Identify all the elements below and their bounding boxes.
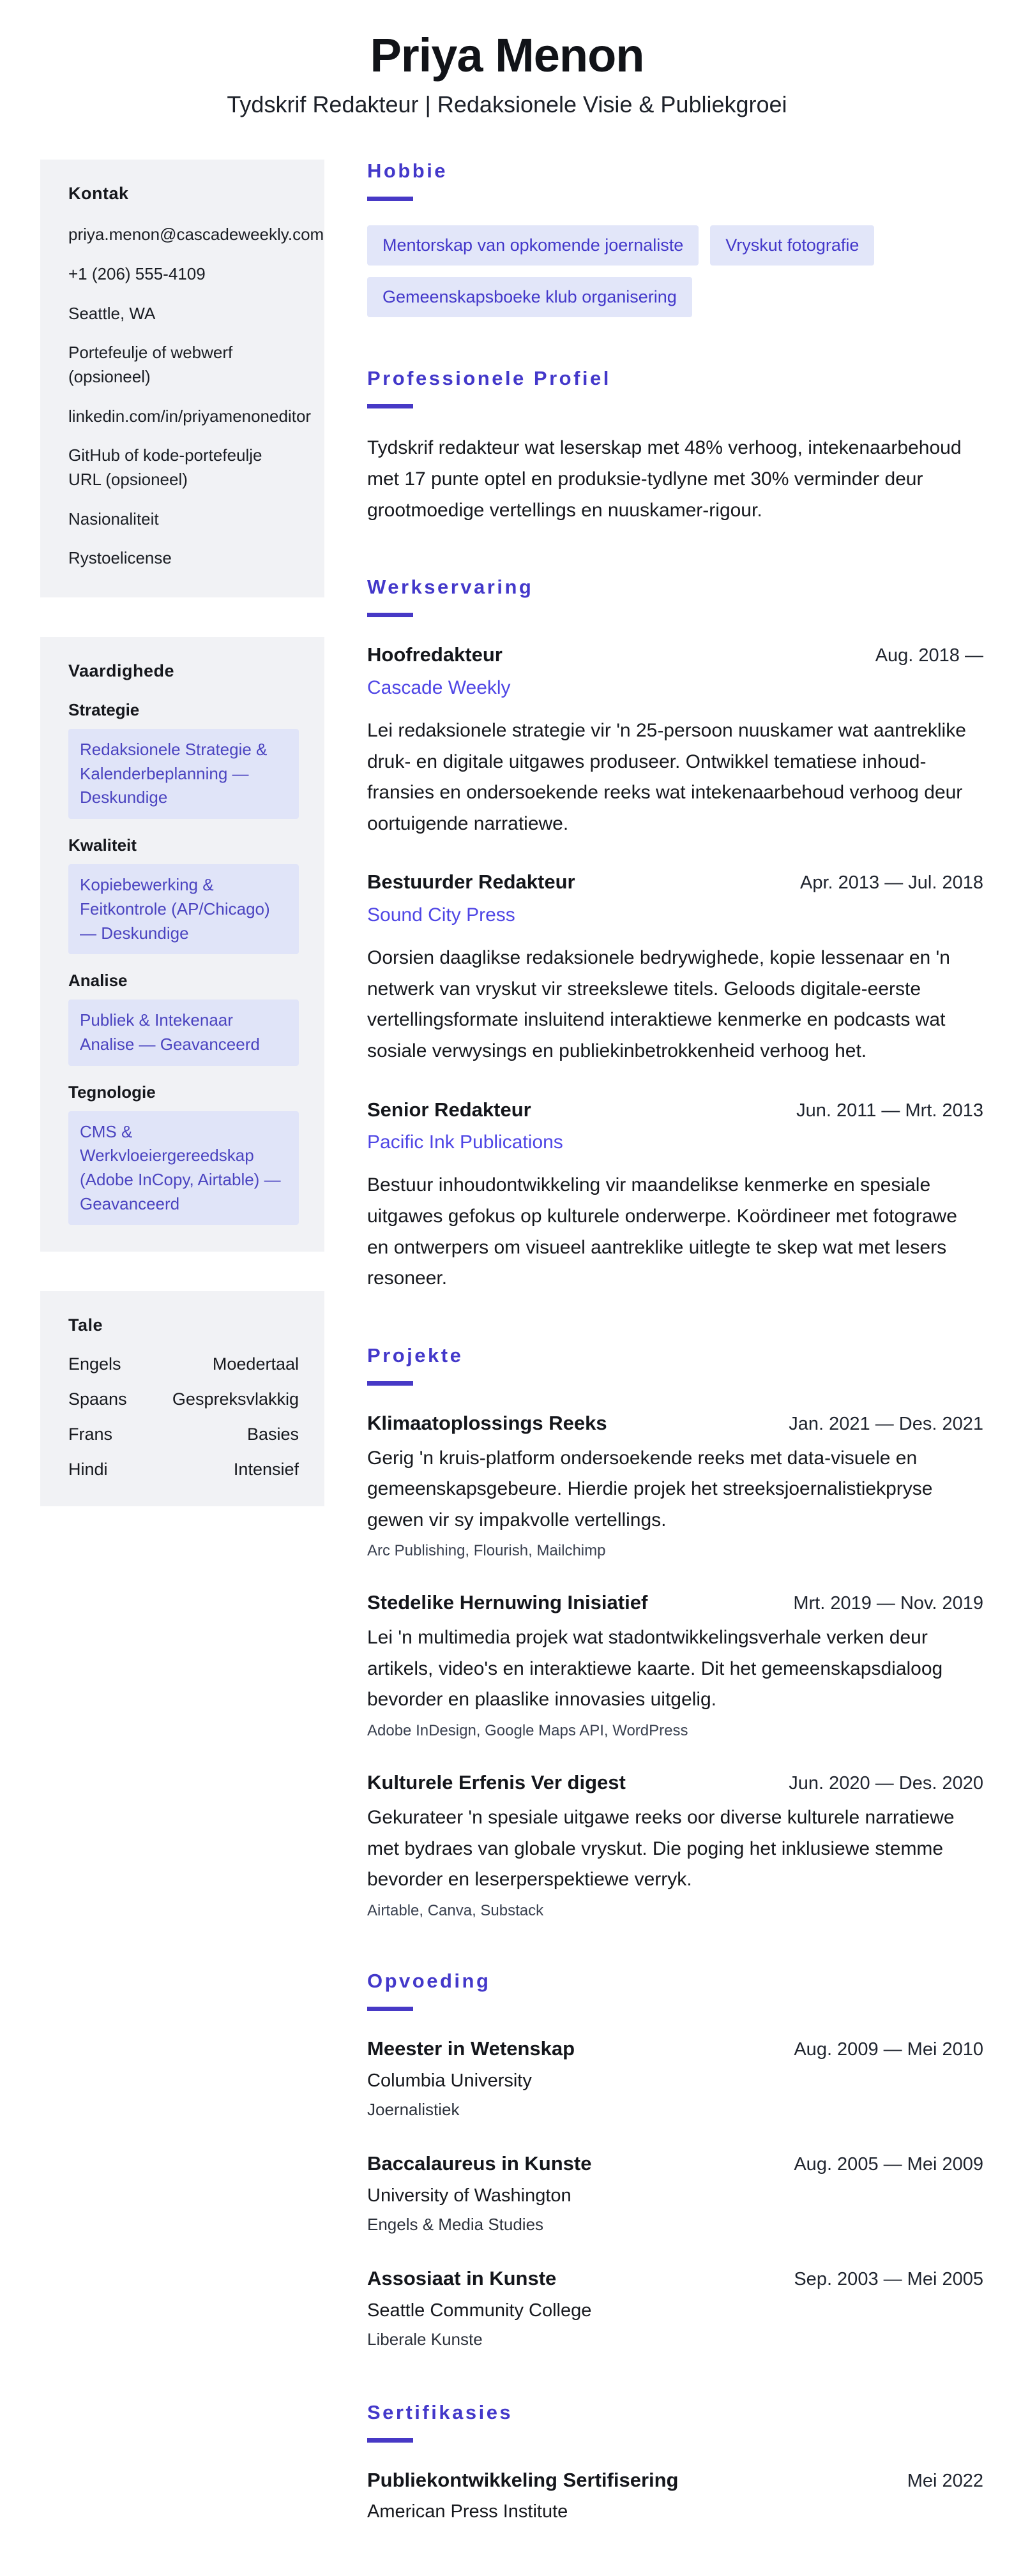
certification-date: Mei 2022	[907, 2470, 983, 2491]
job-header	[367, 641, 983, 668]
skill-chip: Publiek & Intekenaar Analise — Geavanceerd	[68, 1000, 299, 1065]
skill-group	[68, 700, 299, 819]
project-entry	[367, 1769, 983, 1920]
education-title: Opvoeding	[367, 1969, 491, 1992]
project-tools: Airtable, Canva, Substack	[367, 1901, 544, 1919]
language-level: Basies	[246, 1425, 299, 1444]
section-profile	[367, 367, 983, 526]
job-dates: Jun. 2011 — Mrt. 2013	[796, 1100, 983, 1121]
person-subtitle: Tydskrif Redakteur | Redaksionele Visie & Publiekgroei	[227, 91, 787, 118]
education-field: Liberale Kunste	[367, 2330, 483, 2349]
job-entry	[367, 869, 983, 1067]
education-degree: Assosiaat in Kunste	[367, 2267, 557, 2290]
education-degree: Meester in Wetenskap	[367, 2037, 575, 2060]
content-columns	[0, 160, 1014, 2576]
education-entry	[367, 2150, 983, 2236]
project-header	[367, 1410, 983, 1437]
job-header	[367, 1097, 983, 1123]
education-header	[367, 2150, 983, 2177]
section-projects	[367, 1344, 983, 1920]
education-school: Seattle Community College	[367, 2300, 592, 2321]
skill-category: Analise	[68, 971, 128, 991]
certification-entry	[367, 2467, 983, 2526]
contact-box	[40, 160, 324, 597]
contact-github: GitHub of kode-portefeulje URL (opsioneel)	[68, 446, 262, 489]
hobby-chip: Vryskut fotografie	[710, 225, 874, 266]
job-dates: Apr. 2013 — Jul. 2018	[800, 872, 983, 894]
skill-group	[68, 971, 299, 1065]
section-underline	[367, 404, 413, 408]
hobby-chip: Gemeenskapsboeke klub organisering	[367, 277, 692, 317]
contact-email: priya.menon@cascadeweekly.com	[68, 225, 324, 244]
skills-title: Vaardighede	[68, 661, 175, 681]
education-dates: Aug. 2009 — Mei 2010	[794, 2039, 983, 2060]
skill-group	[68, 1082, 299, 1225]
job-title: Senior Redakteur	[367, 1098, 531, 1121]
experience-title: Werkservaring	[367, 576, 534, 599]
certification-name: Publiekontwikkeling Sertifisering	[367, 2468, 679, 2491]
section-hobbies	[367, 160, 983, 317]
job-description: Bestuur inhoudontwikkeling vir maandelikse kenmerke en spesiale uitgawes gefokus op kulturele onderwerpe. Koördineer met fotograwe en ontwerpers om visueel aantreklike uitlegte te skep wat met lesers resoneer.	[367, 1174, 957, 1289]
projects-title: Projekte	[367, 1344, 464, 1367]
education-entry	[367, 2265, 983, 2351]
certifications-title: Sertifikasies	[367, 2400, 513, 2423]
contact-portfolio: Portefeulje of webwerf (opsioneel)	[68, 343, 233, 386]
language-row	[68, 1425, 299, 1444]
project-entry	[367, 1410, 983, 1561]
contact-nationality: Nasionaliteit	[68, 509, 159, 528]
language-level: Intensief	[233, 1460, 299, 1479]
language-level: Gespreksvlakkig	[172, 1389, 299, 1409]
skill-category: Tegnologie	[68, 1082, 156, 1102]
education-header	[367, 2035, 983, 2062]
section-certifications	[367, 2401, 983, 2526]
project-title: Klimaatoplossings Reeks	[367, 1411, 607, 1434]
resume-header	[0, 0, 1014, 120]
person-name: Priya Menon	[370, 29, 644, 82]
contact-title: Kontak	[68, 184, 129, 204]
job-title: Hoofredakteur	[367, 643, 503, 666]
education-school: University of Washington	[367, 2185, 571, 2206]
section-underline	[367, 197, 413, 201]
hobby-chip: Mentorskap van opkomende joernaliste	[367, 225, 699, 266]
skill-chip: CMS & Werkvloeiergereedskap (Adobe InCopy, Airtable) — Geavanceerd	[68, 1111, 299, 1225]
language-row	[68, 1354, 299, 1374]
job-dates: Aug. 2018 —	[875, 645, 983, 666]
project-description: Gekurateer 'n spesiale uitgawe reeks oor diverse kulturele narratiewe met bydraes van globale vryskut. Die poging het inklusiewe stemme bevorder en leserperspektiewe verryk.	[367, 1806, 955, 1891]
section-underline	[367, 2007, 413, 2011]
job-entry	[367, 1097, 983, 1294]
contact-drivers-license: Rystoelicense	[68, 548, 172, 568]
project-title: Kulturele Erfenis Ver digest	[367, 1771, 626, 1794]
certification-header	[367, 2467, 983, 2494]
certification-issuer: American Press Institute	[367, 2501, 568, 2522]
languages-box	[40, 1291, 324, 1506]
education-header	[367, 2265, 983, 2292]
job-description: Oorsien daaglikse redaksionele bedrywighede, kopie lessenaar en 'n netwerk van vryskut vir streekslewe titels. Geloods digitale-eerste vertellingsformate insluitend interaktiewe kenmerke en podcasts wat sosiale verwysings en publiekinbetrokkenheid verhoog het.	[367, 947, 950, 1061]
education-field: Engels & Media Studies	[367, 2214, 544, 2234]
job-title: Bestuurder Redakteur	[367, 871, 575, 894]
section-education	[367, 1970, 983, 2351]
contact-phone: +1 (206) 555-4109	[68, 264, 206, 283]
language-name: Hindi	[68, 1460, 108, 1479]
contact-location: Seattle, WA	[68, 303, 156, 323]
section-underline	[367, 2438, 413, 2443]
education-entry	[367, 2035, 983, 2121]
language-name: Engels	[68, 1354, 121, 1374]
language-row	[68, 1460, 299, 1479]
project-dates: Jan. 2021 — Des. 2021	[789, 1413, 983, 1434]
skill-group	[68, 835, 299, 954]
project-title: Stedelike Hernuwing Inisiatief	[367, 1591, 648, 1614]
languages-title: Tale	[68, 1315, 103, 1335]
contact-list	[68, 223, 324, 571]
project-header	[367, 1769, 983, 1796]
project-entry	[367, 1589, 983, 1740]
language-level: Moedertaal	[212, 1354, 299, 1374]
job-entry	[367, 641, 983, 839]
contact-linkedin: linkedin.com/in/priyamenoneditor	[68, 406, 312, 426]
main-column	[367, 160, 983, 2525]
section-experience	[367, 576, 983, 1294]
profile-text: Tydskrif redakteur wat leserskap met 48% verhoog, intekenaarbehoud met 17 punte optel en produksie-tydlyne met 30% verminder deur grootmoedige vertellings en nuuskamer-rigour.	[367, 437, 962, 521]
section-underline	[367, 1381, 413, 1386]
education-dates: Sep. 2003 — Mei 2005	[794, 2269, 983, 2290]
job-header	[367, 869, 983, 895]
language-name: Spaans	[68, 1389, 127, 1409]
skill-category: Kwaliteit	[68, 835, 137, 855]
project-tools: Arc Publishing, Flourish, Mailchimp	[367, 1542, 606, 1560]
hobbies-title: Hobbie	[367, 160, 448, 183]
education-degree: Baccalaureus in Kunste	[367, 2152, 592, 2175]
job-description: Lei redaksionele strategie vir 'n 25-persoon nuuskamer wat aantreklike druk- en digitale uitgawes produseer. Ontwikkel tematiese inhoud-fransies en ondersoekende reeks wat intekenaarbehoud verhoog deur oortuigende narratiewe.	[367, 720, 966, 834]
job-company: Sound City Press	[367, 904, 515, 926]
job-company: Cascade Weekly	[367, 677, 511, 698]
skills-box	[40, 637, 324, 1252]
project-description: Lei 'n multimedia projek wat stadontwikkelingsverhale verken deur artikels, video's en interaktiewe kaarte. Dit het gemeenskapsdialoog bevorder en plaaslike innovasies uitgelig.	[367, 1627, 943, 1711]
education-dates: Aug. 2005 — Mei 2009	[794, 2153, 983, 2175]
hobby-chip-list	[367, 225, 983, 317]
skill-chip: Kopiebewerking & Feitkontrole (AP/Chicago) — Deskundige	[68, 864, 299, 954]
project-dates: Jun. 2020 — Des. 2020	[789, 1773, 983, 1794]
skill-chip: Redaksionele Strategie & Kalenderbeplanning — Deskundige	[68, 729, 299, 819]
project-tools: Adobe InDesign, Google Maps API, WordPress	[367, 1722, 688, 1740]
profile-title: Professionele Profiel	[367, 367, 611, 390]
skill-category: Strategie	[68, 700, 140, 720]
sidebar	[40, 160, 324, 1506]
project-header	[367, 1589, 983, 1616]
project-description: Gerig 'n kruis-platform ondersoekende reeks met data-visuele en gemeenskapsgebeure. Hierdie projek het streeksjoernalistiekpryse gewen vir sy impakvolle vertellings.	[367, 1447, 933, 1531]
project-dates: Mrt. 2019 — Nov. 2019	[793, 1593, 983, 1614]
section-underline	[367, 613, 413, 617]
education-field: Joernalistiek	[367, 2099, 460, 2119]
language-row	[68, 1389, 299, 1409]
education-school: Columbia University	[367, 2070, 532, 2091]
language-name: Frans	[68, 1425, 113, 1444]
job-company: Pacific Ink Publications	[367, 1132, 563, 1153]
